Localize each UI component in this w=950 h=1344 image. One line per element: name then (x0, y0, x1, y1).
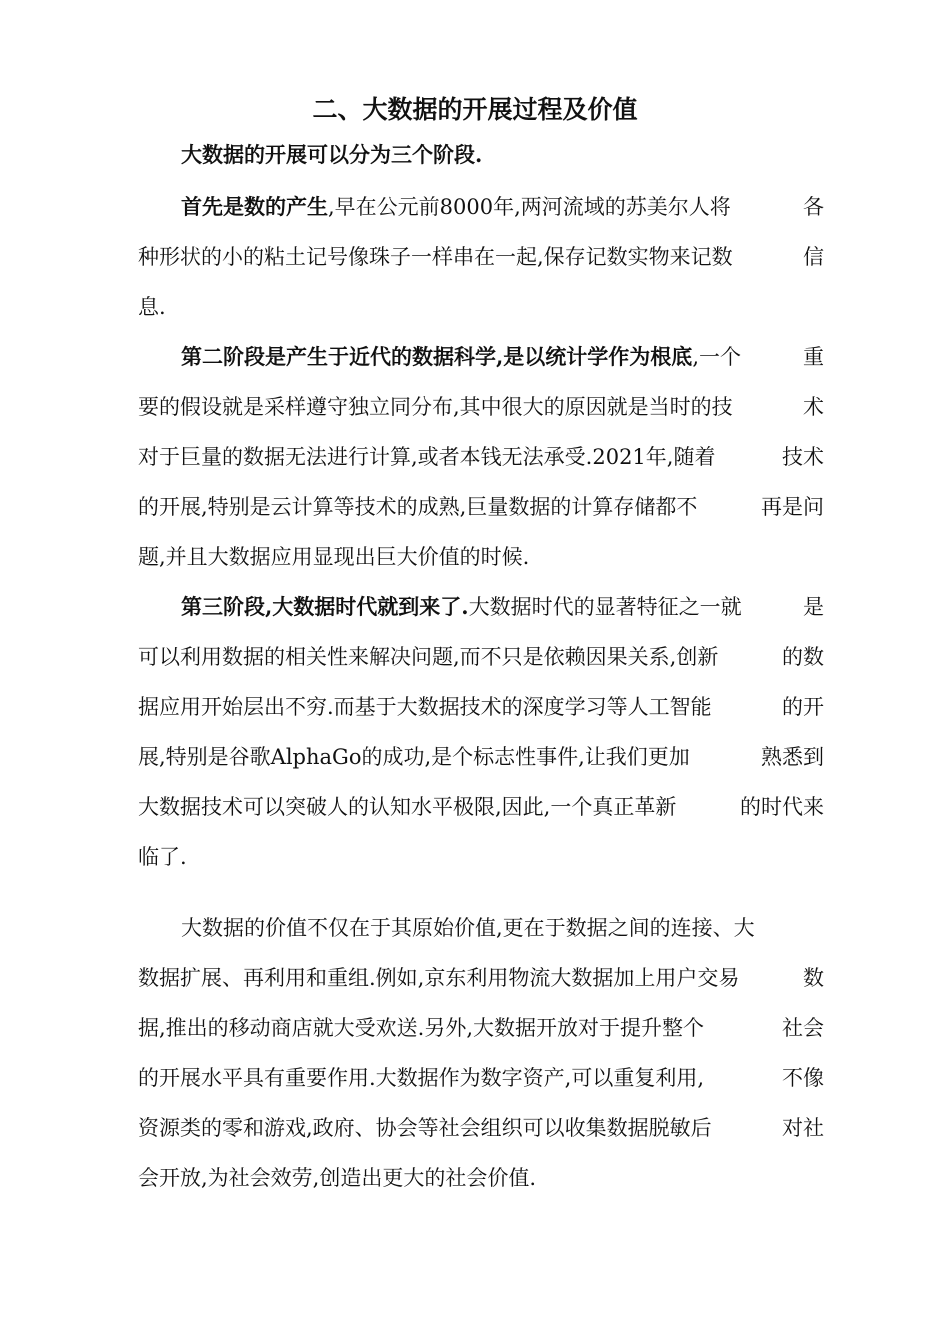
p1-line-2-end: 信 (803, 245, 824, 269)
p4-line-2 (0, 961, 950, 995)
p3-line-4 (0, 740, 950, 774)
p3-line-3-end: 的开 (782, 695, 824, 719)
p2-line-2-end: 术 (803, 395, 824, 419)
p2-line-4-text: 的开展,特别是云计算等技术的成熟,巨量数据的计算存储都不 (138, 495, 698, 519)
p3-line-1 (0, 590, 950, 624)
p4-line-6 (0, 1161, 950, 1195)
p4-line-3-text: 据,推出的移动商店就大受欢送.另外,大数据开放对于提升整个 (138, 1016, 705, 1040)
p4-line-4-end: 不像 (782, 1066, 824, 1090)
intro-text: 大数据的开展可以分为三个阶段. (181, 142, 483, 167)
p2-line-3-text: 对于巨量的数据无法进行计算,或者本钱无法承受.2021年,随着 (138, 445, 716, 469)
p3-line-5 (0, 790, 950, 824)
p3-line-1-end: 是 (803, 595, 824, 619)
p4-line-5 (0, 1111, 950, 1145)
p1-line-1-end: 各 (803, 195, 824, 219)
p2-line-1-rest: ,一个 (692, 345, 741, 369)
p2-line-5-text: 题,并且大数据应用显现出巨大价值的时候. (138, 545, 530, 569)
p4-line-1-text: 大数据的价值不仅在于其原始价值,更在于数据之间的连接、大 (181, 916, 755, 940)
p3-line-2-text: 可以利用数据的相关性来解决问题,而不只是依赖因果关系,创新 (138, 645, 719, 669)
p3-line-6-text: 临了. (138, 845, 187, 869)
p4-line-4 (0, 1061, 950, 1095)
p3-bold-lead: 第三阶段,大数据时代就到来了. (181, 594, 469, 619)
p4-line-2-text: 数据扩展、再利用和重组.例如,京东利用物流大数据加上用户交易 (138, 966, 740, 990)
p4-line-4-text: 的开展水平具有重要作用.大数据作为数字资产,可以重复利用, (138, 1066, 705, 1090)
p3-line-6 (0, 840, 950, 874)
p2-line-4 (0, 490, 950, 524)
p2-line-3 (0, 440, 950, 474)
p2-line-4-end: 再是问 (761, 495, 824, 519)
p2-line-5 (0, 540, 950, 574)
p4-line-3 (0, 1011, 950, 1045)
p1-line-1 (0, 190, 950, 224)
p3-line-5-end: 的时代来 (740, 795, 824, 819)
p4-line-1 (0, 911, 950, 945)
p2-line-1 (0, 340, 950, 374)
p4-line-2-end: 数 (803, 966, 824, 990)
p4-line-6-text: 会开放,为社会效劳,创造出更大的社会价值. (138, 1166, 537, 1190)
p2-line-1-text (181, 340, 741, 374)
p4-line-3-end: 社会 (782, 1016, 824, 1040)
p1-line-1-text (181, 190, 731, 224)
p1-line-2 (0, 240, 950, 274)
page-title: 二、大数据的开展过程及价值 (312, 95, 638, 124)
p4-line-5-text: 资源类的零和游戏,政府、协会等社会组织可以收集数据脱敏后 (138, 1116, 712, 1140)
p2-line-1-end: 重 (803, 345, 824, 369)
p3-line-3-text: 据应用开始层出不穷.而基于大数据技术的深度学习等人工智能 (138, 695, 712, 719)
p4-line-5-end: 对社 (782, 1116, 824, 1140)
p3-line-2-end: 的数 (782, 645, 824, 669)
p2-line-3-end: 技术 (782, 445, 824, 469)
p1-line-3 (0, 290, 950, 324)
p3-line-1-text (181, 590, 742, 624)
p3-line-4-text: 展,特别是谷歌AlphaGo的成功,是个标志性事件,让我们更加 (138, 745, 690, 769)
p3-line-3 (0, 690, 950, 724)
p3-line-4-end: 熟悉到 (761, 745, 824, 769)
intro-line (0, 138, 950, 172)
p1-line-1-rest: ,早在公元前8000年,两河流域的苏美尔人将 (328, 195, 731, 219)
p2-line-2-text: 要的假设就是采样遵守独立同分布,其中很大的原因就是当时的技 (138, 395, 733, 419)
p2-line-2 (0, 390, 950, 424)
p3-line-1-rest: 大数据时代的显著特征之一就 (468, 595, 742, 619)
p1-bold-lead: 首先是数的产生 (181, 194, 328, 219)
p3-line-2 (0, 640, 950, 674)
p1-line-3-text: 息. (138, 295, 166, 319)
p1-line-2-text: 种形状的小的粘土记号像珠子一样串在一起,保存记数实物来记数 (138, 245, 733, 269)
p3-line-5-text: 大数据技术可以突破人的认知水平极限,因此,一个真正革新 (138, 795, 677, 819)
p2-bold-lead: 第二阶段是产生于近代的数据科学,是以统计学作为根底 (181, 344, 693, 369)
